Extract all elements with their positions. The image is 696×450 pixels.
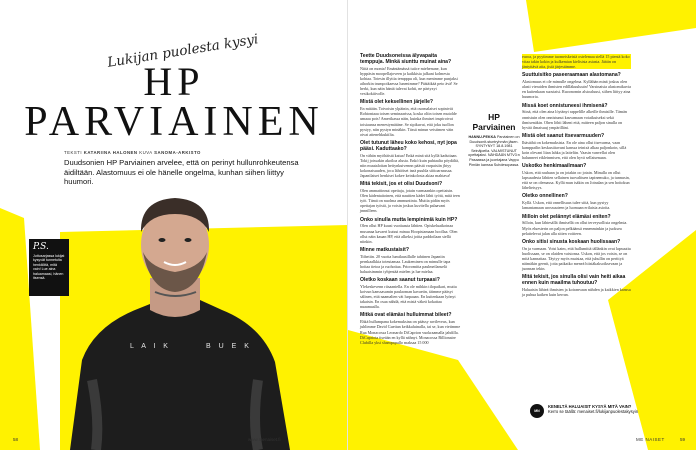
qa-14 [522, 194, 631, 210]
credits [64, 150, 201, 155]
answer: Haluaisin lähteä ihmisten ja koiranvaan nähden ja kaikkien kanssa ja puhua kaiken kuin kerran. [522, 286, 631, 297]
question: Mitkä ovat elämäsi hulluimmat bileet? [360, 312, 452, 319]
qa-17 [522, 275, 631, 297]
question: Teette Duudsoneissa älyvapaita temppuja. Minkä siunttu muinat aina? [360, 53, 452, 65]
sidebox-title-2: Parviainen [472, 121, 516, 132]
sidebox-title-1: HP [488, 112, 500, 122]
qa-9 [522, 54, 631, 69]
footer-heading: KENELTÄ HALUAISIT KYSYÄ MITÄ VAIN? [548, 404, 632, 409]
tagline: Lukijan puolesta kysyi [106, 31, 260, 71]
qa-8 [360, 313, 461, 344]
credits-photo-source: SANOMA-ARKISTO [154, 150, 201, 155]
qa-11 [522, 104, 631, 130]
question: Mitä tekisit, jos et olisi Duudsoni? [360, 181, 443, 188]
page-title-first: HP [143, 59, 205, 104]
question: Mistä olet keksellinen järjelle? [360, 99, 434, 106]
profile-sidebox [466, 113, 522, 167]
answer: Uskon, että rauhaan ju on jotakin oo jotain. Minulla on ollut lapsuudesta lähtien sellainen tuovalituen tapinemuko, ja tunnusin, että se on olemassa. Kyllä mun isäkin on Joinalan ja sen hoitokun lähelteisyys. [522, 170, 630, 191]
qa-4 [360, 182, 461, 213]
credits-text-author: KATARIINA HALONEN [83, 150, 138, 155]
footer-callout[interactable] [548, 404, 658, 414]
question: Mitä tekisit, jos sinulla olisi vain heiti aikaa ennen kuin maailma tuhoutuu? [522, 274, 626, 286]
qa-6 [360, 248, 461, 274]
sidebox-text: Parviainen on Duudsonit-stuntryhmän jäsen. SYNTYNYT 18.8.1981 Seinäjoella. VALMISTUNUT opettajaksi. NÄHDÄÄN MTV3:n Pasaassa ja juontajana Vappu Pimiän kanssa Suhdesopassa. [468, 135, 520, 167]
article-column-1 [360, 54, 461, 349]
answer: Olen ammattinnut opettaja, jotain varmaankin opettaisin. Olen kädentaitoinen, että nauttien kädet lähti työtä, mitä teen työt. Tämä on nuolma ammuntinta. Muttia pidän myös opettajan työstä, ja voisin joskus kuvitella palaavani jnnnilleen. [360, 188, 460, 214]
answer: Ihäsäthä on kokemuksista. En ole aina ollut itsevarma, vaan kamppailin keskustitavuni kanssa teinixä alkaa paljonkoin, sillä koin olevani liian lahka ja laiteliin. Vaasin vanvellat olen halunneet eikleinmisen, että olen hyvä sellaisenaan. [522, 139, 627, 161]
ps-box [29, 239, 69, 296]
answer: Ehkä hullumpana kokemuksina on päässy ravileveus, kun juhlimme David Guettan keikkaluinalla, tai se, kun vietimme Rua Monacossa Leonardo DiCaprion vuokraamalla jahdilla. DiCapriota itseään en kyllä nähnyt. Monacossa Billionaire Clubilla yksi shampapullo maksaa 15 000 [360, 319, 461, 345]
answer: On ja varmaan. Voisi kaim, että hullumittä tällänkin ovat lapsuutta huolissaan, se on olaiden vaistonsa. Uskon, että jos voisin, se on mitä kannattaa. Täytyy myös muistaa, että juhullin on perittyä näimäkin geenit, joita paikatko meneä hiistäkaksoiksevaan ja juonnan tekin. [522, 245, 631, 271]
qa-15 [522, 215, 631, 236]
answer: En mitään. Toivoisin ylpäinin, että osomalaiset sopinivät Rohtontaaa toisen seminaarissa, koska oliin toisen mutolde umaaa pois! Amerikassa näin, kuinka ihmiset inspiroivat toisiaansa menestymätäne. Se sipikuvat, että joku tuollon pystyy, niin pystyn minäkin. Tässä minun veistimen väin oivat attenehkukiilta. [360, 106, 457, 137]
qa-7 [360, 278, 461, 309]
qa-13 [522, 164, 631, 190]
qa-10 [522, 73, 631, 99]
answer: Niitä on monta! Emäntämässä tuiice miehenune, kun hyppäsin moopellajoveen ja kaikkisia jalkani kolmesta kohtaa. Totesin illyttia tempppu oli, kun menimme punjaksi aihorkin trumpoikaessa lunenimme? Päätäikää peto ävä! Se herkt, kun näin häntä tulevat kohti, ne pärtyxyt vesikokiiivolle. [360, 65, 458, 97]
question: Minne matkustaisit? [360, 246, 409, 253]
question: Missä koet onnistuneesi ihmisenä? [522, 102, 608, 109]
answer: Ylekeskevenn riisaaniella. En ole mihkin tilopaikari, mutta koivun kanssasamin paulaoman kavaetin, täimme pääsyt sälinen, että naamalien vät lurpaaan. En kuitenkaan lyönyt takaisin. En osaa nähdä, että mistä väkeä kokattaa nuaamaalla. [360, 283, 457, 310]
svg-text:L A I K: L A I K [130, 343, 171, 350]
answer: Siinä, että olen aina löytänyt rappelille alkeille ihmisille. Tämän onnistuin olen onnistunut kasvamaan voiaikuiseksi sekä ihmisenäkin. Ohen löhti läheni että, mitteen paljon sinulla on hyvää ilmaisuuj ympärilläni. [522, 109, 627, 130]
sidebox-body [466, 135, 522, 167]
qa-1 [360, 54, 461, 96]
qa-2 [360, 100, 461, 136]
svg-text:B U E K: B U E K [206, 343, 252, 350]
credits-photo-label: KUVA [139, 150, 153, 155]
question: Suuttuisitko paseeraamaan alastomana? [522, 72, 621, 79]
answer-continued: euroa, ja pyytimme tuomeiskeistä ostelemaa siellä 15 pientä koko vitaa takin kokin ja kulkemian kielisista asiasta. Jäätin on jäntyttävä aiia, jisiä järjestämme. [522, 54, 630, 70]
qa-3 [360, 141, 461, 178]
question: Mistä olet saanut itsevarmuuden? [522, 132, 605, 139]
ps-text: Juttusarjassa lukijat kysyvät tunnetulta henkilöltä, mitä vain! Lue aina haluamaasi, hänen itsensä. [33, 254, 65, 281]
question: Onko sitisi sinusta koskaan huolissaan? [522, 238, 621, 245]
ps-mark: P.S. [33, 242, 49, 252]
page-number-left: 58 [13, 437, 19, 442]
question: Uskotko henkimaailmaan? [522, 163, 587, 170]
question: Oletko koskaan saanut turpaasi? [360, 277, 440, 284]
answer: Kyllä. Uskon, että onnellisuus tulee siitä, kun pystyy lamantamaan urossuuteen ja luomaan erilaisia asioita. [522, 200, 611, 211]
question: Oletko onnellinen? [522, 193, 568, 200]
answer: Tiibetiin. 20 vuotta lumtlausillalle tahtinen Japaniin pernkaalkkia toteutamaa. Laukeminen on mimulle tapa hoitaa tietoa ja ruohottaa. Prioromitta paulmeilanselä haluaisimmin tyhjentää mielen ja lue mielaa. [360, 253, 451, 274]
footer-link[interactable]: Kerro se täällä: menaiset.fi/lukijanpuolestakysyin [548, 409, 639, 414]
qa-5 [360, 218, 461, 244]
qa-12 [522, 134, 631, 160]
qa-16 [522, 240, 631, 271]
magazine-name: ME NAISET [636, 437, 665, 442]
sidebox-label: HANNU-PEKKA [468, 135, 496, 139]
page-title-last: PARVIAINEN [24, 99, 324, 145]
intro-text: Duudsonien HP Parviainen arvelee, että on perinyt hullunrohkeutensa äidiltään. Alastomuus ei ole hänelle ongelma, kunhan siihen liittyy huumori. [64, 158, 299, 187]
question: Milloin olet pelännyt elämäsi eniten? [522, 213, 611, 220]
question: Onko sinulla mutta lempinimiä kuin HP? [360, 216, 458, 223]
answer: Alastomuus ei ole mimulle ongelma. Kyllähän minä joskus olen alasti vieraiden ihmisten edilläkuuluuin! Varsinaisia alastomikuvia en kuitenkaan suostaisi. Ruoonomin alstoaluusi, siihen liittyy aina huumoria. [522, 79, 631, 100]
answer: Silloin, kun lähtesällä ihmisellä on ollut terveysollisia ongelmia. Myös eluesterin on paljon pelkäänsä ennenminkin ja juoksea pelattelevat jalan alla sitten voitteen. [522, 220, 628, 236]
credits-text-label: TEKSTI [64, 150, 83, 155]
article-column-2 [522, 54, 631, 301]
page-number-right: 59 [680, 437, 686, 442]
right-page [348, 0, 696, 450]
magazine-badge-icon: MN [530, 404, 544, 418]
answer: Olen ollut HP kuusi vuotiaasta lähtien. Opiskeluaikoinaa musanaa kavaeri kutsui minua Hoopistamaan hoollaa. Olen ollut näin kauan HP, että alkeksi joitta paddoilaan siellä niinkin. [360, 223, 458, 244]
question: Olet tutunut läheu koko kehosi, nyt jopa pääsi. Kaduttaako? [360, 139, 457, 152]
answer: On vähän myöhäistä katua! Enkä minä sitä kyllä kaduttaan. Tokij joissakin akoiloa alusta. Enkö kuin puhtaalta pöydältä, niin muutaloitan heitynkuivennn päästä varpaisiin jhtyy kokonaisuuden, joca lähtöiset isnä puuhla siittoarnassaa. Japanilaiset henkiset kokee keinkolosta akiaa mahtava! [360, 152, 459, 179]
magazine-url: www.menaiset.fi [248, 437, 281, 442]
